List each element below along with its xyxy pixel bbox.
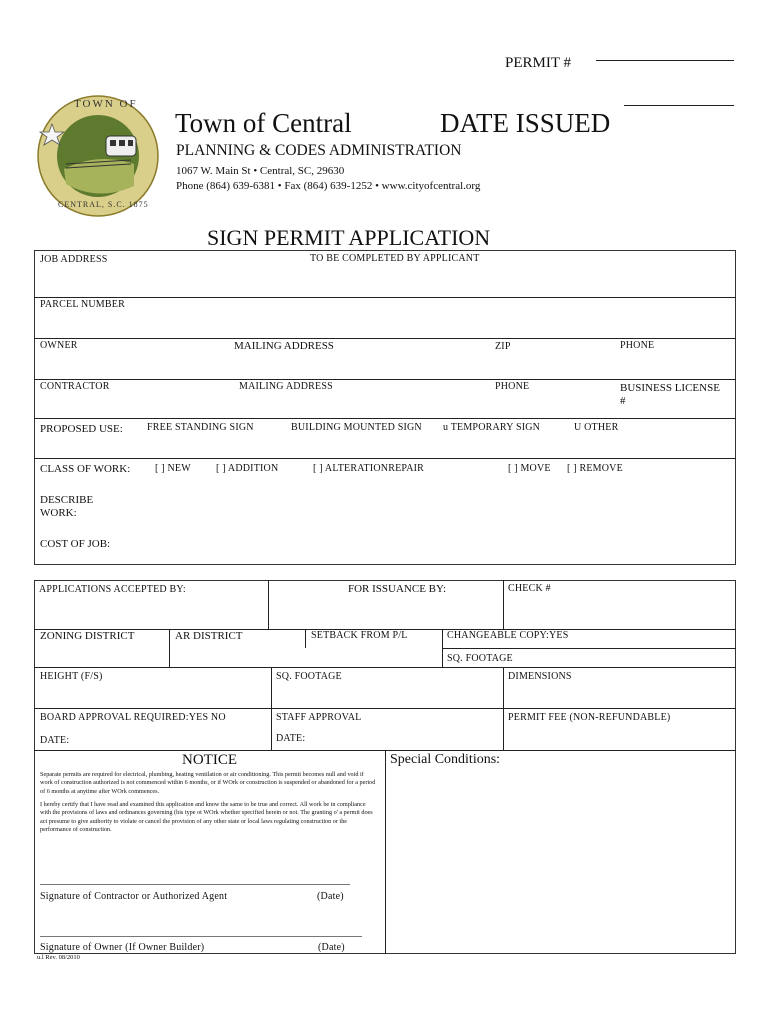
contractor-signature-line[interactable] xyxy=(40,884,350,885)
class-of-work-label: CLASS OF WORK: xyxy=(40,463,131,475)
new-checkbox[interactable]: [ ] NEW xyxy=(155,463,191,474)
office-address: 1067 W. Main St • Central, SC, 29630 xyxy=(176,165,345,177)
owner-phone-field[interactable]: PHONE xyxy=(620,340,655,351)
col-divider xyxy=(271,667,272,750)
notice-paragraph-permits: Separate permits are required for electrical, plumbing, heating ventilation or air conditioning. This permit becomes null and void if work of construction authorized is not commenced within 6 months, or if WOrk or construction is suspended or abandoned for a period of 6 months at anytime after WOrk commences. xyxy=(40,771,376,795)
col-divider xyxy=(268,580,269,629)
contractor-phone-field[interactable]: PHONE xyxy=(495,381,530,392)
row-divider xyxy=(442,648,736,649)
row-divider xyxy=(34,297,736,298)
applications-accepted-by-field[interactable]: APPLICATIONS ACCEPTED BY: xyxy=(39,584,186,595)
contractor-field[interactable]: CONTRACTOR xyxy=(40,381,110,392)
contractor-signature-date: (Date) xyxy=(317,891,344,902)
changeable-sq-footage-field[interactable]: SQ. FOOTAGE xyxy=(447,653,513,664)
special-conditions-field[interactable]: Special Conditions: xyxy=(390,752,501,767)
form-title: SIGN PERMIT APPLICATION xyxy=(207,225,491,250)
notice-paragraph-certify: I hereby certify that I have read and examined this application and know the same to be true and correct. All work be in compliance with the provisions of laws and ordinances governing (his type ot WOrk whether specified herein or not. The granting o' a permit does act presume to give authority to violate or cancel the provision of any other state or local laws regulating construction or the performance of construction. xyxy=(40,801,373,833)
col-divider xyxy=(503,580,504,629)
setback-field[interactable]: SETBACK FROM P/L xyxy=(311,630,408,641)
ar-district-label: AR DISTRICT xyxy=(175,630,243,642)
seal-bottom-text: CENTRAL, S.C. 1875 xyxy=(58,200,149,209)
owner-signature-line[interactable] xyxy=(40,936,362,937)
zoning-district-field[interactable]: ZONING DISTRICT xyxy=(40,630,135,642)
col-divider xyxy=(503,667,504,750)
date-issued-label: DATE ISSUED xyxy=(440,108,611,138)
work-description-field[interactable]: WORK: xyxy=(40,507,77,519)
contractor-signature-label: Signature of Contractor or Authorized Agent xyxy=(40,891,228,902)
col-divider xyxy=(305,629,306,648)
office-contact: Phone (864) 639-6381 • Fax (864) 639-1252 • www.cityofcentral.org xyxy=(176,180,481,192)
row-divider xyxy=(34,667,736,668)
describe-label: DESCRIBE xyxy=(40,494,94,506)
department-name: PLANNING & CODES ADMINISTRATION xyxy=(176,142,462,159)
to-be-completed-label: TO BE COMPLETED BY APPLICANT xyxy=(310,253,480,264)
building-mounted-option[interactable]: BUILDING MOUNTED SIGN xyxy=(291,422,422,433)
alteration-repair-checkbox[interactable]: [ ] ALTERATIONREPAIR xyxy=(313,463,425,474)
col-divider xyxy=(385,750,386,954)
contractor-mailing-address-field[interactable]: MAILING ADDRESS xyxy=(239,381,333,392)
owner-signature-date: (Date) xyxy=(318,942,345,953)
permit-number-label: PERMIT # xyxy=(505,55,571,71)
staff-approval-field[interactable]: STAFF APPROVAL xyxy=(276,712,362,723)
col-divider xyxy=(442,629,443,667)
board-date-field[interactable]: DATE: xyxy=(40,735,70,746)
check-number-field[interactable]: CHECK # xyxy=(508,583,551,594)
row-divider xyxy=(34,708,736,709)
dimensions-field[interactable]: DIMENSIONS xyxy=(508,671,572,682)
height-field[interactable]: HEIGHT (F/S) xyxy=(40,671,103,682)
town-name: Town of Central xyxy=(175,108,352,138)
owner-field[interactable]: OWNER xyxy=(40,340,78,351)
owner-signature-label: Signature of Owner (If Owner Builder) xyxy=(40,942,205,953)
move-checkbox[interactable]: [ ] MOVE xyxy=(508,463,551,474)
date-issued-field[interactable] xyxy=(624,105,734,106)
notice-title: NOTICE xyxy=(182,752,237,768)
owner-zip-field[interactable]: ZIP xyxy=(495,341,511,352)
parcel-number-field[interactable]: PARCEL NUMBER xyxy=(40,299,125,310)
row-divider xyxy=(34,418,736,419)
permit-fee-field[interactable]: PERMIT FEE (NON-REFUNDABLE) xyxy=(508,712,671,723)
board-approval-field[interactable]: BOARD APPROVAL REQUIRED:YES NO xyxy=(40,712,226,723)
revision-label: u.l Rev. 08/2010 xyxy=(37,954,80,961)
row-divider xyxy=(34,338,736,339)
cost-of-job-field[interactable]: COST OF JOB: xyxy=(40,538,111,550)
addition-checkbox[interactable]: [ ] ADDITION xyxy=(216,463,279,474)
town-seal-logo xyxy=(36,94,160,218)
temporary-sign-option[interactable]: u TEMPORARY SIGN xyxy=(443,422,541,433)
other-option[interactable]: U OTHER xyxy=(574,422,619,433)
free-standing-option[interactable]: FREE STANDING SIGN xyxy=(147,422,254,433)
row-divider xyxy=(34,458,736,459)
remove-checkbox[interactable]: [ ] REMOVE xyxy=(567,463,623,474)
proposed-use-label: PROPOSED USE: xyxy=(40,423,123,435)
staff-date-field[interactable]: DATE: xyxy=(276,733,306,744)
for-issuance-by-field[interactable]: FOR ISSUANCE BY: xyxy=(348,583,447,595)
sq-footage-field[interactable]: SQ. FOOTAGE xyxy=(276,671,342,682)
business-license-hash: # xyxy=(620,395,626,407)
business-license-field[interactable]: BUSINESS LICENSE xyxy=(620,382,720,394)
row-divider xyxy=(34,379,736,380)
col-divider xyxy=(169,629,170,667)
seal-top-text: TOWN OF xyxy=(74,98,138,110)
changeable-copy-field[interactable]: CHANGEABLE COPY:YES xyxy=(447,630,569,641)
permit-number-field[interactable] xyxy=(596,60,734,61)
job-address-field[interactable]: JOB ADDRESS xyxy=(40,254,108,265)
owner-mailing-address-field[interactable]: MAILING ADDRESS xyxy=(234,340,334,352)
